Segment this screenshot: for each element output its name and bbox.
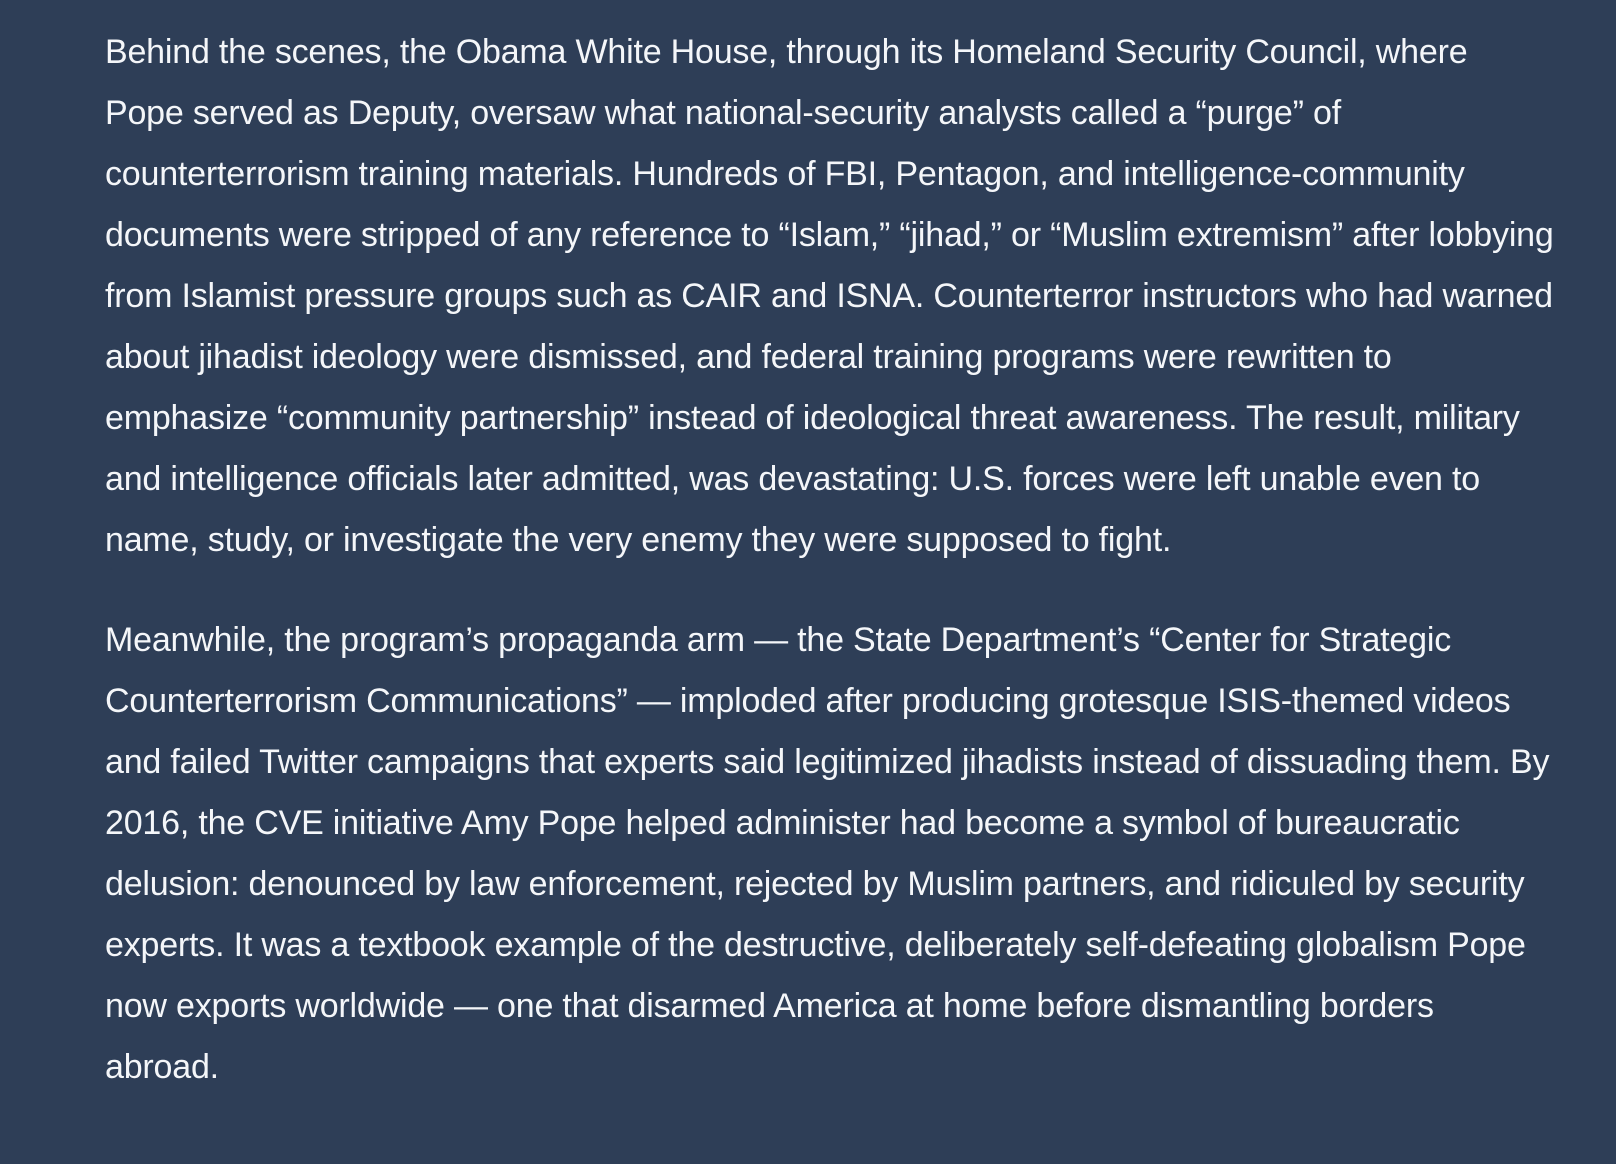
article-body bbox=[105, 22, 1555, 1098]
paragraph-counterterrorism-purge: Behind the scenes, the Obama White House, through its Homeland Security Council, where Pope served as Deputy, oversaw what national-security analysts called a “purge” of counterterrorism training materials. Hundreds of FBI, Pentagon, and intelligence-community documents were stripped of any reference to “Islam,” “jihad,” or “Muslim extremism” after lobbying from Islamist pressure groups such as CAIR and ISNA. Counterterror instructors who had warned about jihadist ideology were dismissed, and federal training programs were rewritten to emphasize “community partnership” instead of ideological threat awareness. The result, military and intelligence officials later admitted, was devastating: U.S. forces were left unable even to name, study, or investigate the very enemy they were supposed to fight. bbox=[105, 33, 1554, 559]
paragraph-propaganda-arm: Meanwhile, the program’s propaganda arm — the State Department’s “Center for Strategic Counterterrorism Communications” — imploded after producing grotesque ISIS-themed videos and failed Twitter campaigns that experts said legitimized jihadists instead of dissuading them. By 2016, the CVE initiative Amy Pope helped administer had become a symbol of bureaucratic delusion: denounced by law enforcement, rejected by Muslim partners, and ridiculed by security experts. It was a textbook example of the destructive, deliberately self-defeating globalism Pope now exports worldwide — one that disarmed America at home before dismantling borders abroad. bbox=[105, 621, 1550, 1086]
